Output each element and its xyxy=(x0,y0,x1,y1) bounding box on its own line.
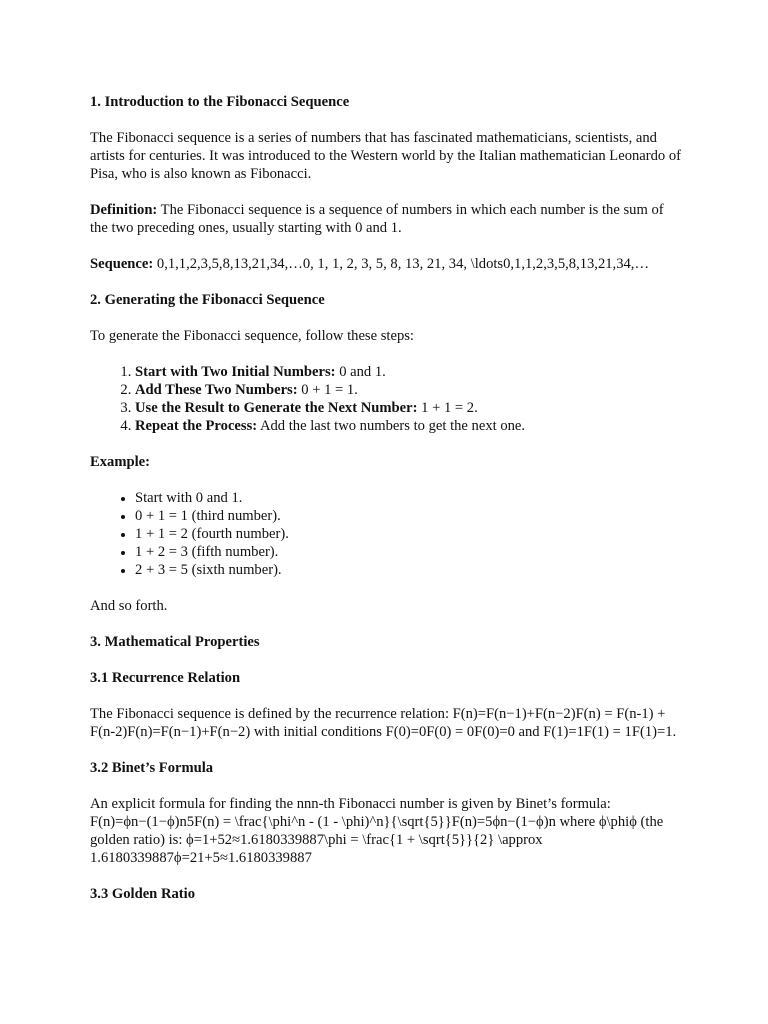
definition-label: Definition: xyxy=(90,202,158,218)
step-text: Add the last two numbers to get the next one. xyxy=(257,418,526,434)
example-paragraph xyxy=(90,453,682,471)
subsection-3-2-heading: 3.2 Binet’s Formula xyxy=(90,760,214,776)
closing-text: And so forth. xyxy=(90,598,168,614)
subsection-3-1-heading: 3.1 Recurrence Relation xyxy=(90,670,241,686)
steps-list xyxy=(90,363,682,435)
example-label: Example: xyxy=(90,454,150,470)
example-list xyxy=(90,489,682,579)
sequence-text: 0,1,1,2,3,5,8,13,21,34,…0, 1, 1, 2, 3, 5, 8, 13, 21, 34, \ldots0,1,1,2,3,5,8,13,21,34,… xyxy=(153,256,650,272)
step-label: Repeat the Process: xyxy=(135,418,258,434)
list-item xyxy=(135,417,682,435)
list-item: • Start with 0 and 1. xyxy=(135,489,682,507)
definition-text: The Fibonacci sequence is a sequence of numbers in which each number is the sum of the two preceding ones, usually starting with 0 and 1. xyxy=(90,202,664,236)
step-text: 0 and 1. xyxy=(335,364,386,380)
list-item: • 2 + 3 = 5 (sixth number). xyxy=(135,561,682,579)
definition-paragraph xyxy=(90,201,682,237)
list-item xyxy=(135,381,682,399)
sequence-paragraph xyxy=(90,255,682,273)
step-label: Start with Two Initial Numbers: xyxy=(135,364,336,380)
step-label: Add These Two Numbers: xyxy=(135,382,298,398)
subsection-3-3-heading: 3.3 Golden Ratio xyxy=(90,886,195,902)
section-1-intro: The Fibonacci sequence is a series of numbers that has fascinated mathematicians, scientists, and artists for centuries. It was introduced to the Western world by the Italian mathematician Leonardo of Pisa, who is also known as Fibonacci. xyxy=(90,130,682,182)
list-item: • 1 + 2 = 3 (fifth number). xyxy=(135,543,682,561)
list-item xyxy=(135,363,682,381)
section-2-heading: 2. Generating the Fibonacci Sequence xyxy=(90,292,325,308)
list-item: • 0 + 1 = 1 (third number). xyxy=(135,507,682,525)
step-text: 1 + 1 = 2. xyxy=(417,400,478,416)
step-text: 0 + 1 = 1. xyxy=(297,382,358,398)
list-item: • 1 + 1 = 2 (fourth number). xyxy=(135,525,682,543)
section-1-heading: 1. Introduction to the Fibonacci Sequence xyxy=(90,94,350,110)
recurrence-paragraph: The Fibonacci sequence is defined by the recurrence relation: F(n)=F(n−1)+F(n−2)F(n) = F(n-1) + F(n-2)F(n)=F(n−1)+F(n−2) with initial conditions F(0)=0F(0) = 0F(0)=0 and F(1)=1F(1) = 1F(1)=1. xyxy=(90,706,677,740)
section-3-heading: 3. Mathematical Properties xyxy=(90,634,260,650)
document-page xyxy=(90,93,682,921)
binet-paragraph: An explicit formula for finding the nnn-th Fibonacci number is given by Binet’s formula: F(n)=ϕn−(1−ϕ)n5F(n) = \frac{\phi^n - (1 - \phi)^n}{\sqrt{5}}F(n)=5ϕn−(1−ϕ)n where ϕ\phiϕ (the golden ratio) is: ϕ=1+52≈1.6180339887\phi = \frac{1 + \sqrt{5}}{2} \approx 1.6180339887ϕ=21+5≈1.6180339887 xyxy=(90,796,664,866)
list-item xyxy=(135,399,682,417)
section-2-intro: To generate the Fibonacci sequence, follow these steps: xyxy=(90,328,414,344)
step-label: Use the Result to Generate the Next Number: xyxy=(135,400,418,416)
sequence-label: Sequence: xyxy=(90,256,154,272)
